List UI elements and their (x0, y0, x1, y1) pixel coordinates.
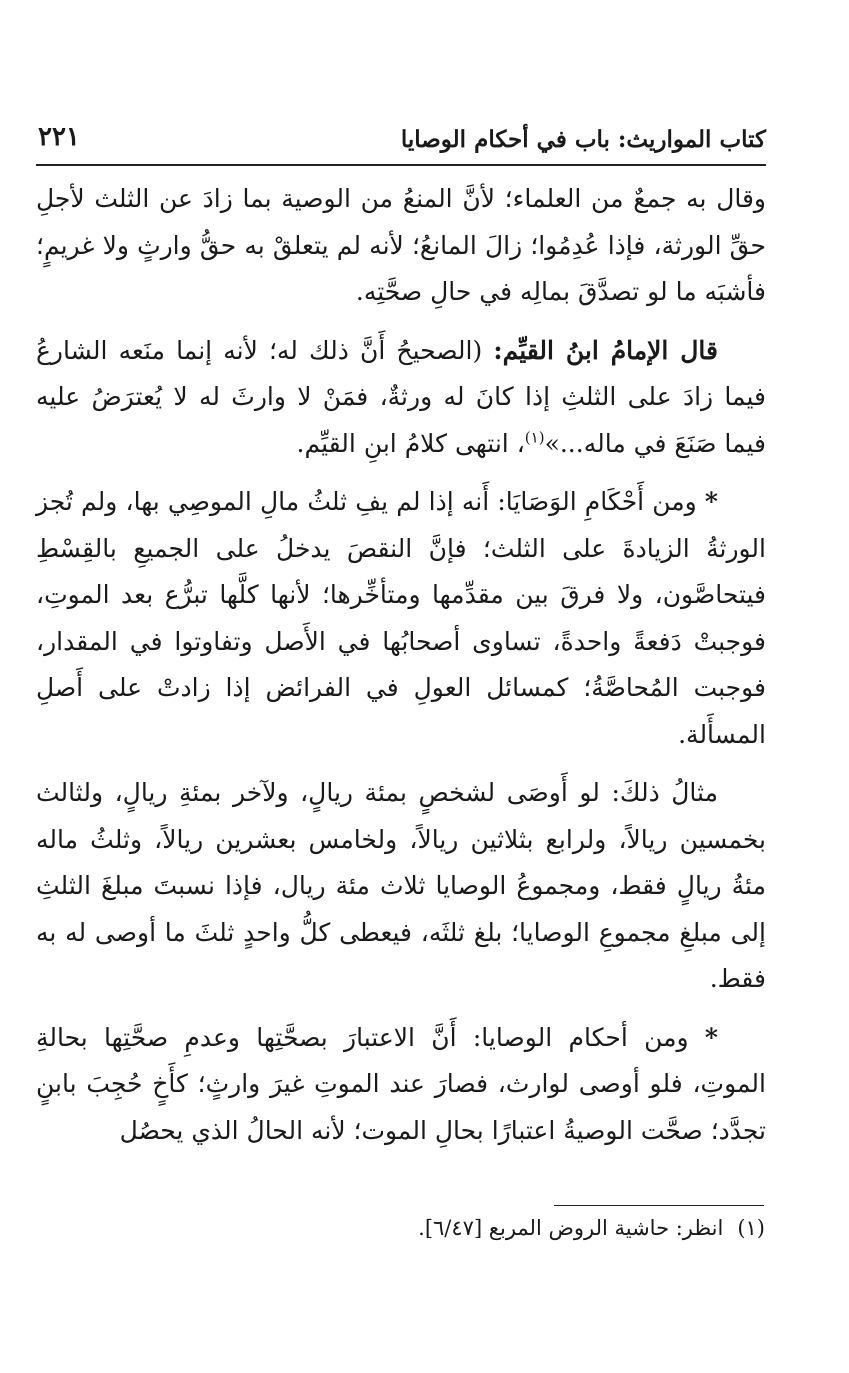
quote-text: (الصحيحُ أَنَّ ذلك له؛ لأنه إنما منَعه الشارعُ فيما زادَ على الثلثِ إذا كانَ له ورثةٌ، فمَنْ لا وارثَ له لا يُعترَضُ عليه فيما صَنَعَ في ماله...» (36, 335, 766, 458)
page-header (36, 118, 766, 162)
footnote (418, 1216, 765, 1240)
paragraph-2 (36, 328, 766, 468)
main-text (36, 176, 766, 1166)
page-number: ٢٢١ (38, 122, 80, 152)
running-title: كتاب المواريث: باب في أحكام الوصايا (400, 126, 766, 153)
footnote-reference: (١) (524, 428, 545, 447)
asterisk-bullet: * (704, 1022, 718, 1052)
paragraph-5-text: ومن أحكام الوصايا: أَنَّ الاعتبارَ بصحَّتِها وعدمِ صحَّتِها بحالةِ الموتِ، فلو أوصى لوارث، فصارَ عند الموتِ غيرَ وارثٍ؛ كأَخٍ حُجِبَ بابنٍ تجدَّد؛ صحَّت الوصيةُ اعتبارًا بحالِ الموت؛ لأنه الحالُ الذي يحصُل (36, 1022, 766, 1145)
quote-tail: ، انتهى كلامُ ابنِ القيِّم. (296, 428, 525, 458)
paragraph-3 (36, 479, 766, 758)
footnote-text: انظر: حاشية الروض المربع [٦/٤٧]. (418, 1216, 724, 1240)
header-rule (36, 164, 766, 166)
footnote-rule (554, 1205, 764, 1206)
paragraph-5 (36, 1015, 766, 1155)
paragraph-3-text: ومن أَحْكَامِ الوَصَايَا: أَنه إذا لم يفِ ثلثُ مالِ الموصِي بها، ولم تُجز الورثةُ الزيادةَ على الثلث؛ فإنَّ النقصَ يدخلُ على الجميعِ بالقِسْطِ فيتحاصَّون، ولا فرقَ بين مقدِّمها ومتأخِّرها؛ لأنها كلَّها تبرُّع بعد الموتِ، فوجبتْ دَفعةً واحدةً، تساوى أصحابُها في الأَصل وتفاوتوا في المقدار، فوجبت المُحاصَّةُ؛ كمسائل العولِ في الفرائض إذا زادتْ على أَصلِ المسأَلة. (36, 487, 766, 749)
paragraph-4: مثالُ ذلكَ: لو أَوصَى لشخصٍ بمئة ريالٍ، ولآخر بمئةِ ريالٍ، ولثالث بخمسين ريالاً، ولرابع بثلاثين ريالاً، ولخامس بعشرين ريالاً، وثلثُ ماله مئةُ ريالٍ فقط، ومجموعُ الوصايا ثلاث مئة ريال، فإذا نسبتَ مبلغَ الثلثِ إلى مبلغِ مجموعِ الوصايا؛ بلغ ثلثَه، فيعطى كلُّ واحدٍ ثلثَ ما أوصى له به فقط. (36, 778, 766, 993)
quote-attribution: قال الإمامُ ابنُ القيِّم: (493, 335, 718, 365)
asterisk-bullet: * (704, 487, 718, 516)
footnote-number: (١) (737, 1216, 765, 1240)
paragraph-1: وقال به جمعٌ من العلماء؛ لأنَّ المنعُ من الوصية بما زادَ عن الثلث لأجلِ حقِّ الورثة، فإذا عُدِمُوا؛ زالَ المانعُ؛ لأنه لم يتعلقْ به حقُّ وارثٍ ولا غريمٍ؛ فأشبَه ما لو تصدَّقَ بمالِه في حالِ صحَّتِه. (36, 184, 766, 306)
